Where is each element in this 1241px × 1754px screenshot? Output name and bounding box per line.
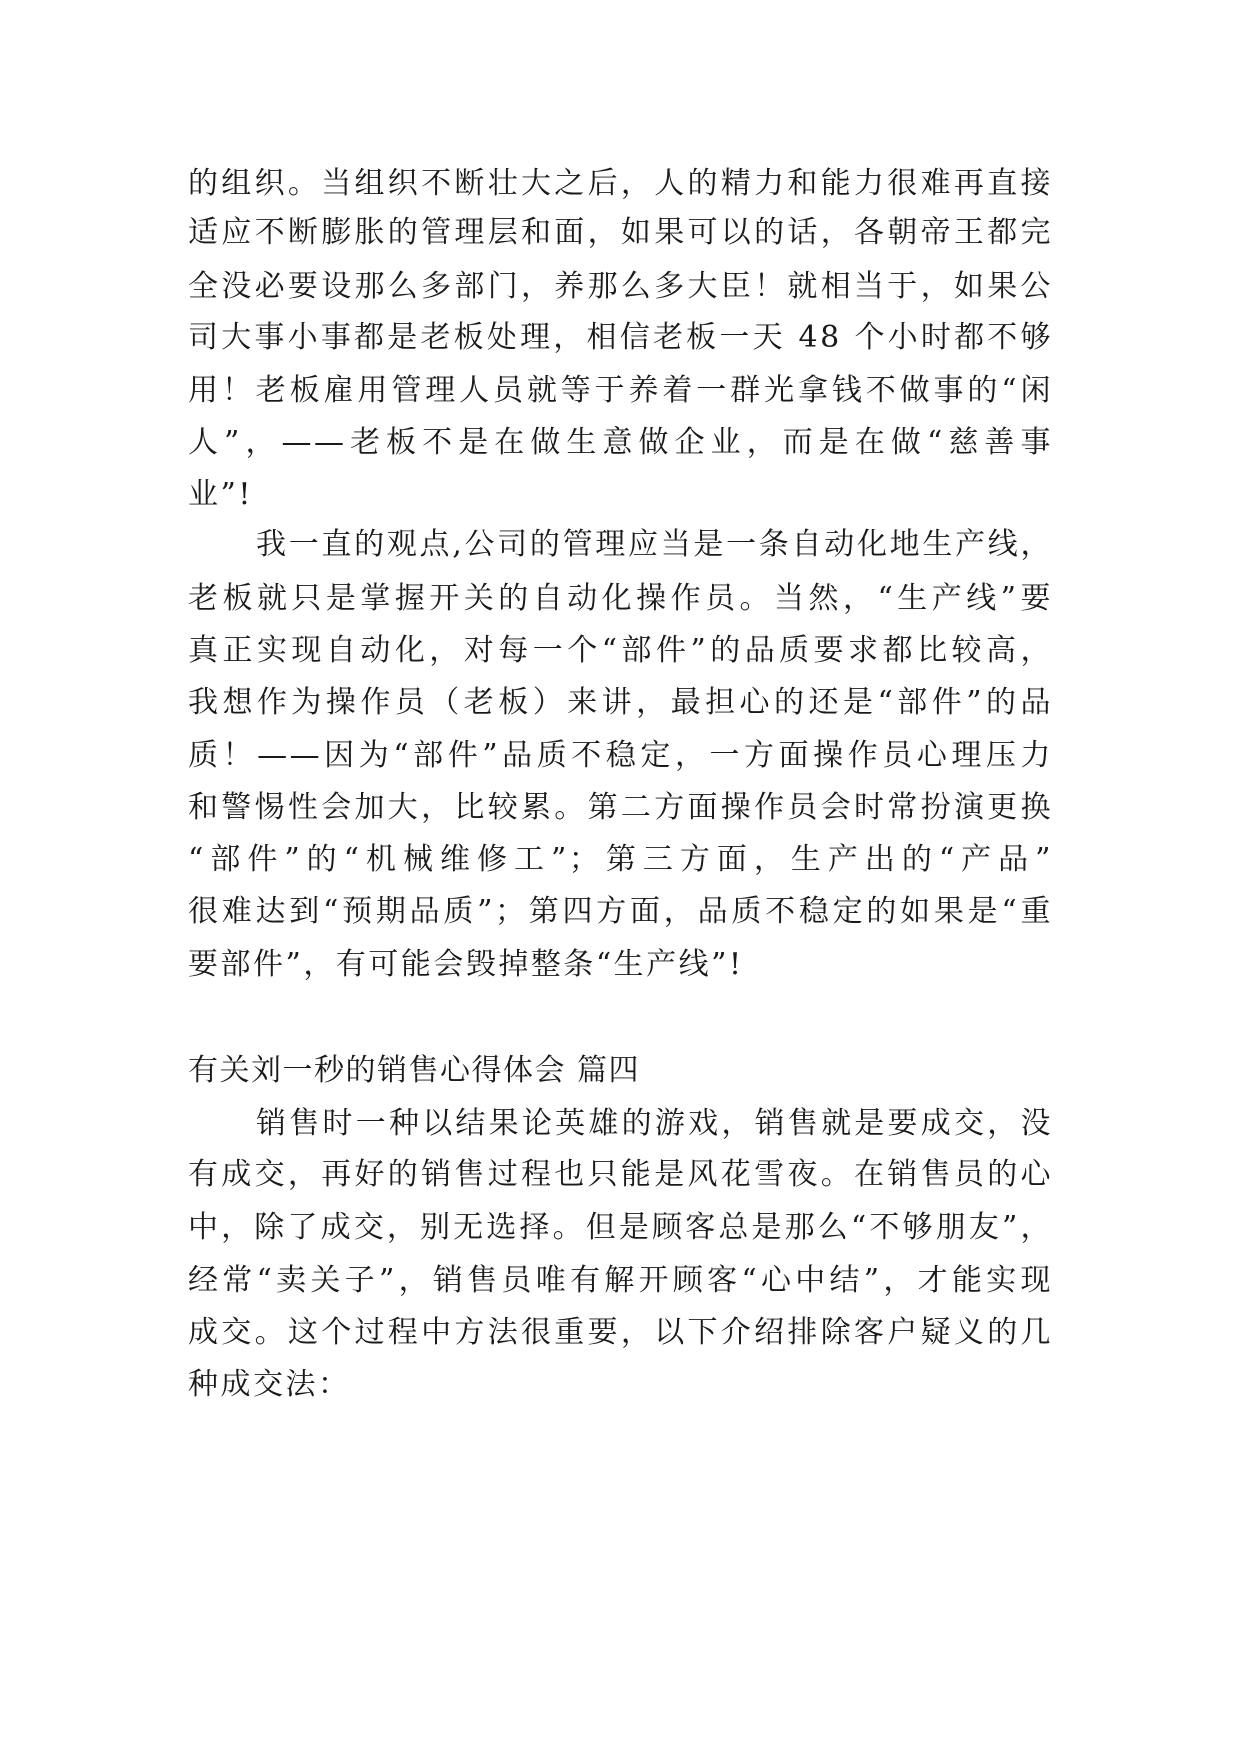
section-heading: 有关刘一秒的销售心得体会 篇四: [188, 1053, 641, 1088]
paragraph-line: 业”!: [188, 477, 253, 512]
paragraph-line: 有成交，再好的销售过程也只能是风花雪夜。在销售员的心: [188, 1157, 1053, 1192]
paragraph-line: 人”，——老板不是在做生意做企业，而是在做“慈善事: [188, 425, 1053, 460]
paragraph-line: 适应不断膨胀的管理层和面，如果可以的话，各朝帝王都完: [188, 215, 1053, 250]
paragraph-line: 成交。这个过程中方法很重要，以下介绍排除客户疑义的几: [188, 1315, 1053, 1350]
paragraph-line: 我一直的观点,公司的管理应当是一条自动化地生产线，: [256, 527, 1053, 562]
paragraph-line: 真正实现自动化，对每一个“部件”的品质要求都比较高，: [188, 633, 1053, 668]
paragraph-line: 老板就只是掌握开关的自动化操作员。当然，“生产线”要: [188, 581, 1053, 616]
paragraph-line: 司大事小事都是老板处理，相信老板一天 48 个小时都不够: [188, 320, 1053, 355]
paragraph-line: 销售时一种以结果论英雄的游戏，销售就是要成交，没: [256, 1106, 1053, 1141]
paragraph-line: 要部件”，有可能会毁掉整条“生产线”!: [188, 947, 744, 982]
paragraph-line: 质！——因为“部件”品质不稳定，一方面操作员心理压力: [188, 738, 1053, 773]
paragraph-line: 用！老板雇用管理人员就等于养着一群光拿钱不做事的“闲: [188, 373, 1053, 408]
paragraph-line: 和警惕性会加大，比较累。第二方面操作员会时常扮演更换: [188, 790, 1053, 825]
paragraph-line: 经常“卖关子”，销售员唯有解开顾客“心中结”，才能实现: [188, 1263, 1053, 1298]
paragraph-line: 的组织。当组织不断壮大之后，人的精力和能力很难再直接: [188, 166, 1053, 201]
paragraph-line: “部件”的“机械维修工”；第三方面，生产出的“产品”: [188, 842, 1053, 877]
paragraph-line: 我想作为操作员（老板）来讲，最担心的还是“部件”的品: [188, 685, 1053, 720]
paragraph-line: 种成交法：: [188, 1367, 351, 1402]
paragraph-line: 很难达到“预期品质”；第四方面，品质不稳定的如果是“重: [188, 894, 1053, 929]
paragraph-line: 中，除了成交，别无选择。但是顾客总是那么“不够朋友”，: [188, 1210, 1053, 1245]
paragraph-line: 全没必要设那么多部门，养那么多大臣！就相当于，如果公: [188, 269, 1053, 304]
